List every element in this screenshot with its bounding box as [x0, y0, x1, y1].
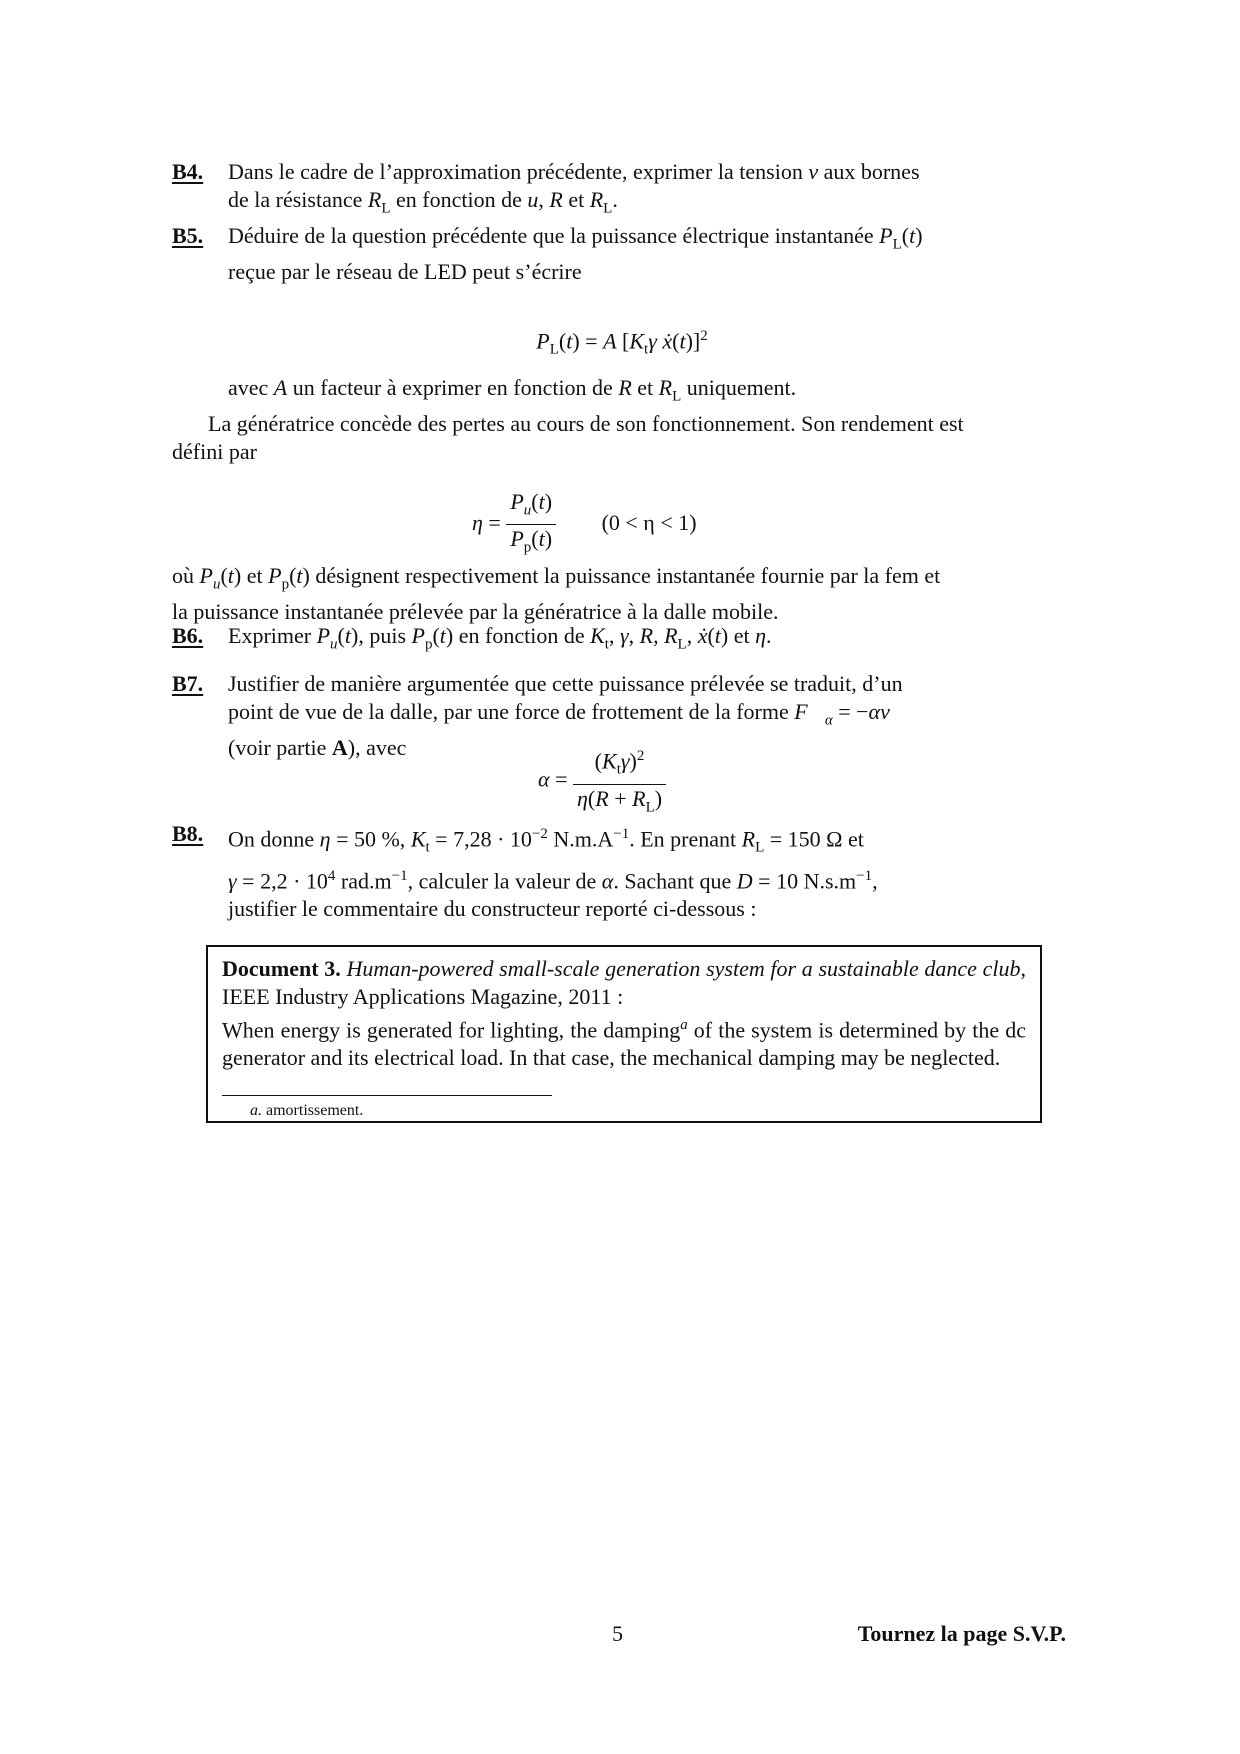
turn-page-note: Tournez la page S.V.P.	[857, 1621, 1066, 1646]
eta-range: (0 < η < 1)	[601, 509, 697, 535]
question-line: Justifier de manière argumentée que cette puissance prélevée se traduit, d’un	[228, 671, 903, 696]
paragraph-line: la puissance instantanée prélevée par la génératrice à la dalle mobile.	[172, 599, 779, 625]
paragraph-ou	[172, 562, 1072, 626]
equation-pl: $P_L(t) = A$ [$K_t\gamma$ ẋ(t)]$^2$	[536, 328, 708, 358]
question-line: $\gamma = 2,2 \cdot 10^4$ $rad.m^{-1}$, calculer la valeur de α. Sachant que D = 10 $N.s.m^{-1}$,	[228, 867, 878, 894]
question-number: B5.	[172, 223, 204, 248]
question-text	[228, 158, 1072, 222]
question-b5	[172, 222, 1072, 286]
question-b6	[172, 622, 1072, 658]
question-line: Exprimer $P_u(t)$, puis $P_p(t)$ en fonction de $K_t$, γ, R, $R_L$, ẋ(t) et η.	[228, 623, 772, 653]
footnote-rule	[222, 1095, 552, 1096]
question-b4	[172, 158, 1072, 222]
document-body-2: of the system is determined by the dc generator and its electrical load. In that case, the mechanical damping may be neglected.	[222, 1017, 1026, 1071]
document-3-box	[206, 945, 1042, 1123]
document-text	[222, 955, 1026, 1072]
fraction: $\frac{(K_t\gamma)^2}{\eta(R + R_L)}$	[573, 742, 666, 821]
document-body-1: When energy is generated for lighting, the damping	[222, 1017, 681, 1043]
document-source: , IEEE Industry Applications Magazine, 2011 :	[222, 956, 1027, 1009]
document-label: Document 3.	[222, 956, 341, 981]
equation-alpha: α = $\frac{(K_t\gamma)^2}{\eta(R + R_L)}$	[538, 742, 666, 821]
question-number: B7.	[172, 671, 204, 696]
paragraph-line: où $P_u(t)$ et $P_p(t)$ désignent respectivement la puissance instantanée fournie par la fem et	[172, 563, 941, 593]
paragraph-rendement	[172, 410, 1072, 466]
question-line: Déduire de la question précédente que la puissance électrique instantanée $P_L(t)$	[228, 223, 923, 253]
question-number: B8.	[172, 821, 204, 846]
question-line: (voir partie A), avec	[228, 735, 407, 761]
question-line: Dans le cadre de l’approximation précédente, exprimer la tension v aux bornes	[228, 159, 920, 184]
paragraph-line: La génératrice concède des pertes au cours de son fonctionnement. Son rendement est	[208, 411, 964, 436]
document-title: Human-powered small-scale generation system for a sustainable dance club	[346, 956, 1021, 981]
question-line: point de vue de la dalle, par une force de frottement de la forme $F⃗_\alpha$ = −αv⃗	[228, 699, 907, 729]
equation-eta: η = $\frac{P_u(t)}{P_p(t)}$ (0 < η < 1)	[472, 488, 697, 562]
footnote-label: a.	[250, 1102, 262, 1119]
footnote-text: amortissement.	[266, 1102, 364, 1119]
page-number: 5	[612, 1621, 623, 1646]
footnote-mark: a	[680, 1017, 688, 1033]
question-number: B6.	[172, 623, 204, 648]
question-line: avec A un facteur à exprimer en fonction de R et $R_L$ uniquement.	[228, 375, 797, 405]
question-text	[228, 222, 1072, 286]
question-line: justifier le commentaire du constructeur reporté ci-dessous :	[228, 896, 757, 922]
fraction: $\frac{P_u(t)}{P_p(t)}$	[506, 488, 556, 562]
question-line: de la résistance $R_L$ en fonction de u, R et $R_L$.	[228, 187, 618, 217]
question-line: reçue par le réseau de LED peut s’écrire	[228, 259, 582, 285]
question-text	[228, 820, 1072, 923]
paragraph-line: défini par	[172, 439, 257, 464]
question-b5-after	[172, 374, 1072, 410]
question-b8	[172, 820, 1072, 923]
question-line: On donne η = 50 %, $K_t = 7,28 \cdot 10^{-2}$ $N.m.A^{-1}$. En prenant $R_L = 150$ Ω et	[228, 826, 864, 856]
footnote	[250, 1101, 363, 1121]
question-number: B4.	[172, 159, 204, 184]
